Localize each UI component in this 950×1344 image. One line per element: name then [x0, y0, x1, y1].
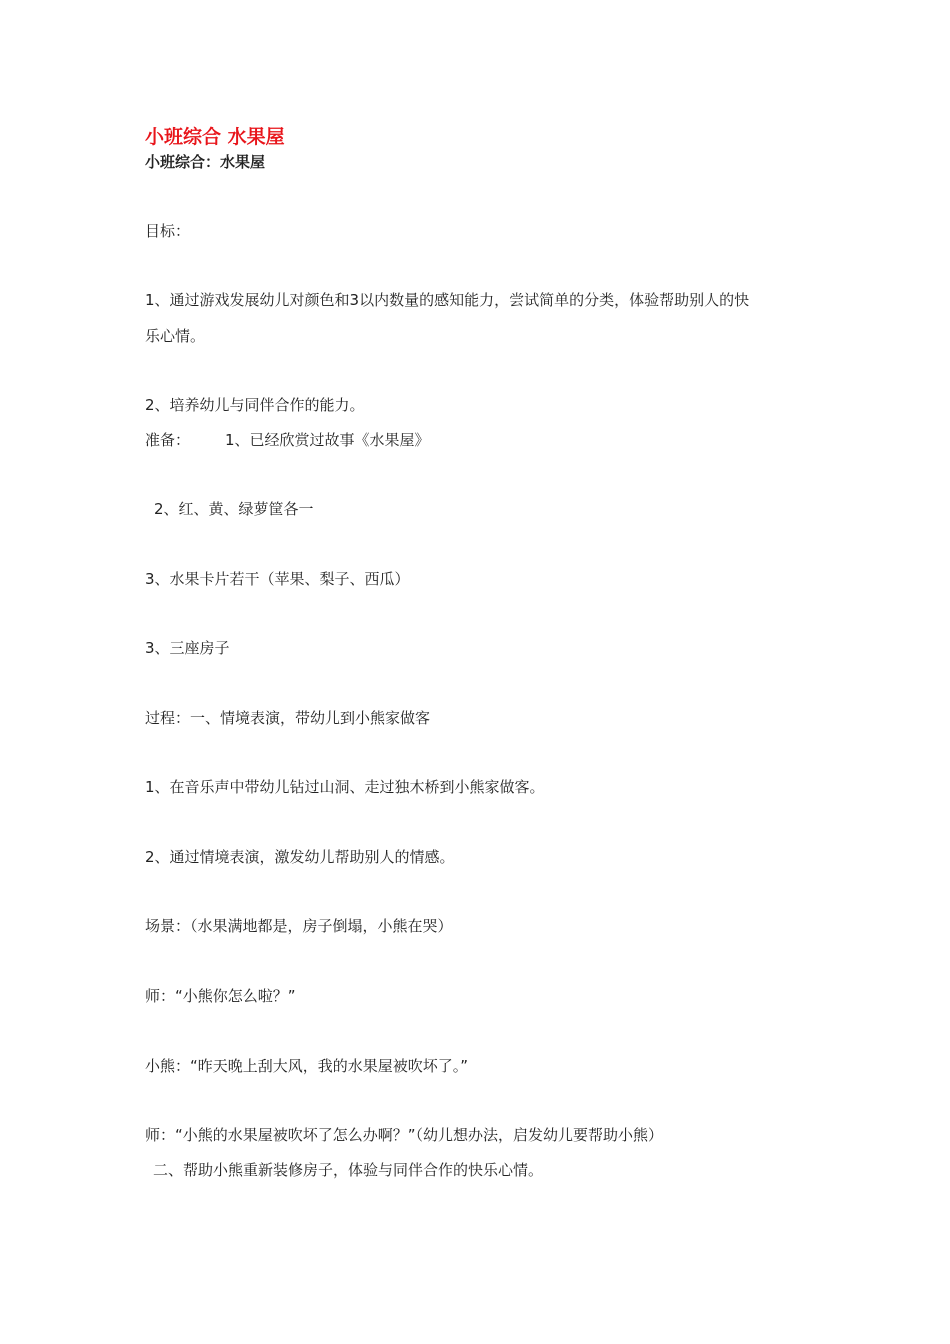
- preparation-item-3: 3、水果卡片若干（苹果、梨子、西瓜）: [145, 570, 410, 588]
- process-step-1-2: 2、通过情境表演，激发幼儿帮助别人的情感。: [145, 848, 455, 866]
- goal-1-line-2: 乐心情。: [145, 327, 206, 345]
- goal-label: 目标：: [145, 222, 191, 240]
- preparation-item-4: 3、三座房子: [145, 639, 230, 657]
- preparation-item-2: 2、红、黄、绿萝筐各一: [154, 500, 314, 518]
- scene-description: 场景：（水果满地都是，房子倒塌，小熊在哭）: [145, 917, 453, 935]
- process-step-2: 二、帮助小熊重新装修房子，体验与同伴合作的快乐心情。: [153, 1161, 544, 1179]
- preparation-line: [145, 430, 430, 450]
- dialog-line-2: 小熊：“昨天晚上刮大风，我的水果屋被吹坏了。”: [145, 1057, 469, 1075]
- document-subtitle: 小班综合：水果屋: [145, 153, 266, 171]
- process-step-1-1: 1、在音乐声中带幼儿钻过山洞、走过独木桥到小熊家做客。: [145, 778, 545, 796]
- dialog-line-1: 师：“小熊你怎么啦？”: [145, 987, 296, 1005]
- goal-1-line-1: 1、通过游戏发展幼儿对颜色和3以内数量的感知能力，尝试简单的分类，体验帮助别人的快: [145, 291, 750, 309]
- process-step-1: 过程：一、情境表演，带幼儿到小熊家做客: [145, 709, 431, 727]
- preparation-item-1: 1、已经欣赏过故事《水果屋》: [225, 431, 430, 449]
- dialog-line-3: 师：“小熊的水果屋被吹坏了怎么办啊？”（幼儿想办法，启发幼儿要帮助小熊）: [145, 1126, 664, 1144]
- preparation-label: 准备：: [145, 431, 191, 449]
- document-title: 小班综合 水果屋: [145, 126, 285, 148]
- goal-2: 2、培养幼儿与同伴合作的能力。: [145, 396, 365, 414]
